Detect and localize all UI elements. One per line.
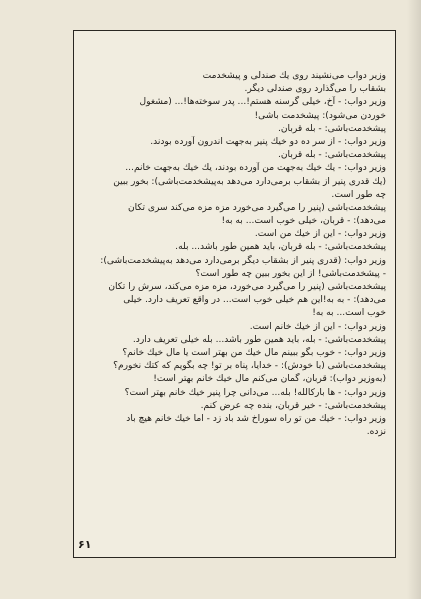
- text-line: بشقاب را می‌گذارد روی صندلی دیگر.: [244, 84, 386, 95]
- page-edge: [407, 0, 421, 599]
- text-line: پیشخدمت‌باشی: - بله قربان، باید همین طور باشد... بله.: [175, 242, 386, 253]
- text-line: وزیر دواب: (قدری پنیر از بشقاب دیگر برمی‌دارد می‌دهد به‌پیشخدمت‌باشی):: [100, 255, 386, 266]
- text-line: نزده.: [366, 427, 386, 438]
- text-line: پیشخدمت‌باشی: - بله، باید همین طور باشد... بله خیلی تعریف دارد.: [132, 334, 386, 345]
- text-line: وزیر دواب: - خیك من تو راه سوراخ شد باد زد - اما خیك خانم هیچ باد: [126, 413, 386, 424]
- text-line: پیشخدمت‌باشی (با خودش): - خدایا، پناه بر تو! چه بگویم که کتك نخورم؟: [113, 361, 386, 372]
- text-line: می‌دهد): - قربان، خیلی خوب است... به به!: [221, 216, 386, 227]
- text-line: چه طور است.: [331, 189, 386, 200]
- text-line: پیشخدمت‌باشی: - بله قربان.: [277, 150, 386, 161]
- text-line: وزیر دواب: - آخ، خیلی گرسنه هستم!... پدر سوخته‌ها!... (مشغول: [139, 97, 386, 108]
- text-line: خوب است... به به!: [312, 308, 386, 319]
- dialogue-text: [84, 70, 386, 439]
- text-line: وزیر دواب: - این از خیك خانم است.: [249, 321, 386, 332]
- text-line: وزیر دواب: - ها باركالله! بله... می‌دانی چرا پنیر خیك خانم بهتر است؟: [124, 387, 386, 398]
- text-line: - پیشخدمت‌باشی! از این بخور ببین چه طور است؟: [195, 268, 386, 279]
- text-line: پیشخدمت‌باشی (پنیر را می‌گیرد می‌خورد مزه مزه می‌کند سری تکان: [127, 202, 386, 213]
- text-line: (یك قدری پنیر از بشقاب برمی‌دارد می‌دهد به‌پیشخدمت‌باشی): بخور ببین: [113, 176, 386, 187]
- text-line: وزیر دواب: - خوب بگو ببینم مال خیك من بهتر است یا مال خیك خانم؟: [122, 347, 386, 358]
- text-line: وزیر دواب: - یك خیك به‌جهت من آورده بودند، یك خیك به‌جهت خانم...: [125, 163, 386, 174]
- page-number: ۶۱: [78, 538, 92, 551]
- text-line: وزیر دواب: - از سر ده دو خیك پنیر به‌جهت اندرون آورده بودند.: [150, 136, 386, 147]
- text-line: (به‌وزیر دواب): قربان، گمان می‌کنم مال خیك خانم بهتر است!: [153, 374, 386, 385]
- text-line: می‌دهد): - به به!این هم خیلی خوب است... در واقع تعریف دارد. خیلی: [123, 295, 386, 306]
- text-line: خوردن می‌شود): پیشخدمت باشی!: [254, 110, 386, 121]
- text-line: پیشخدمت‌باشی: - خیر قربان، بنده چه عرض کنم.: [200, 400, 386, 411]
- text-line: وزیر دواب: - این از خیك من است.: [254, 229, 386, 240]
- text-line: پیشخدمت‌باشی: - بله قربان.: [277, 123, 386, 134]
- text-line: پیشخدمت‌باشی (پنیر را می‌گیرد می‌خورد، مزه مزه می‌کند، سرش را تکان: [108, 282, 386, 292]
- text-line: وزیر دواب می‌نشیند روی یك صندلی و پیشخدمت: [202, 71, 386, 81]
